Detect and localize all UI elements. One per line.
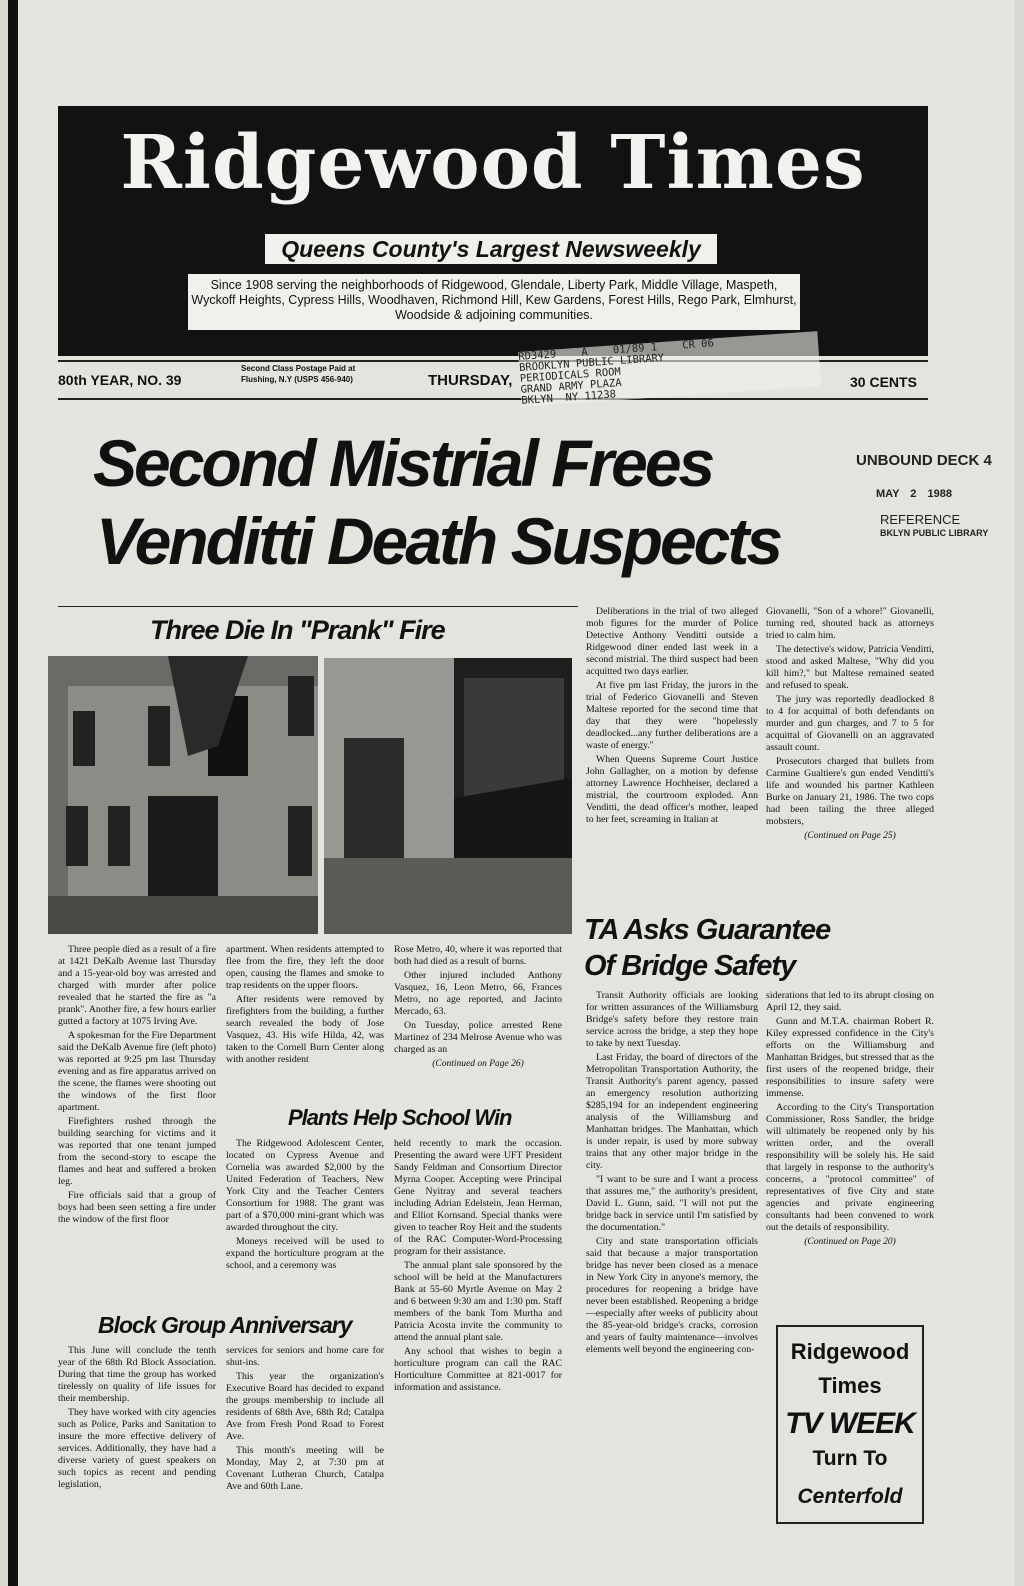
lead-headline-line-1: Second Mistrial Frees xyxy=(93,426,713,500)
block-col1-p2: They have worked with city agencies such as Police, Parks and Sanitation to insure the more effective delivery of services. Additionally, they have had a diverse variety of guest speakers on such topics as recent and pending legislation, xyxy=(58,1407,216,1490)
lead-continued-note: (Continued on Page 25) xyxy=(804,831,896,841)
fire-col2-p1: apartment. When residents attempted to flee from the fire, they left the door open, causing the flames and smoke to trap residents on the upper floors. xyxy=(226,944,384,991)
ta-col1-p1: Transit Authority officials are looking for written assurances of the Williamsburg Bridge's safety before they restore train service across the bridge, a step they hope to take by next Tuesday. xyxy=(586,990,758,1049)
plants-col2-p3: Any school that wishes to begin a horticulture program can call the RAC Horticulture Committee at 821-0017 for information and assistance. xyxy=(394,1346,562,1393)
fire-article-col-3 xyxy=(394,944,562,1070)
fire-top-rule xyxy=(58,606,578,607)
plants-col1-p2: Moneys received will be used to expand the horticulture program at the school, and a ceremony was xyxy=(226,1236,384,1271)
ta-headline-line-2: Of Bridge Safety xyxy=(584,950,796,982)
block-col1-p1: This June will conclude the tenth year of the 68th Rd Block Association. During that time the group has worked tirelessly on quality of life issues for their membership. xyxy=(58,1345,216,1404)
plants-col2-p2: The annual plant sale sponsored by the school will be held at the Manufacturers Bank at 55-60 Myrtle Avenue on May 2 and 6 between 9:30 am and 1:30 pm. Staff members of the bank Tom Murtha and Patricia Acosta invite the community to attend the annual plant sale. xyxy=(394,1260,562,1343)
year-number: 80th YEAR, NO. 39 xyxy=(58,372,182,388)
plants-article-col-2 xyxy=(394,1138,562,1396)
ta-headline-line-1: TA Asks Guarantee xyxy=(584,914,831,946)
fire-col3-p3: On Tuesday, police arrested Rene Martinez of 234 Melrose Avenue who was charged as an xyxy=(394,1020,562,1055)
lead-headline-line-2: Venditti Death Suspects xyxy=(96,504,781,578)
plants-col2-p1: held recently to mark the occasion. Presenting the award were UFT President Sandy Feldman and Consortium Director Myrna Cooper. Accepting were Principal Gene Nyitray and several teachers including Adrian Edelstein, Jean Herman, and Elliot Kornsand. Special thanks were given to teacher Roy Heit and the students of the RAC Computer-Word-Processing program for their assistance. xyxy=(394,1138,562,1257)
block-col2-p2: This year the organization's Executive Board has decided to expand the groups membership to include all residents of 68th Ave, 68th Rd; Catalpa Ave from Fresh Pond Road to Forest Ave. xyxy=(226,1371,384,1442)
stamp-library: BKLYN PUBLIC LIBRARY xyxy=(880,528,989,538)
lead-col1-p2: At five pm last Friday, the jurors in the trial of Federico Giovanelli and Steven Maltese reported for the second time that day that they were "hopelessly deadlocked...any further deliberations are a waste of energy." xyxy=(586,680,758,751)
ta-col1-p2: Last Friday, the board of directors of the Metropolitan Transportation Authority, the Transit Authority's parent agency, passed an emergency resolution authorizing $285,194 for an independent engineering analysis of the Williamsburg and Manhattan bridges. The Manhattan, which is under repair, is used by more subway trains that any other major bridge in the city. xyxy=(586,1052,758,1171)
issue-day: THURSDAY, xyxy=(428,372,513,389)
lead-article-col-1 xyxy=(586,606,758,828)
stamp-unbound-deck: UNBOUND DECK 4 xyxy=(856,452,992,469)
postage-info xyxy=(241,363,355,385)
fire-col3-p2: Other injured included Anthony Vasquez, 16, Leon Metro, 66, Frances Metro, no age reported, and Jacinto Mercado, 63. xyxy=(394,970,562,1017)
ta-col1-p3: "I want to be sure and I want a process that assures me," the authority's president, David L. Gunn, said. "I will not put the bridge back in service until I'm satisfied by the documentation." xyxy=(586,1174,758,1233)
fire-col2-p2: After residents were removed by firefighters from the building, a further search revealed the body of Jose Vasquez, 43. His wife Hilda, 42, was taken to the Cornell Burn Center along with another resident xyxy=(226,994,384,1065)
page-edge-shadow xyxy=(8,0,18,1586)
tv-week-promo-box xyxy=(776,1325,924,1524)
masthead xyxy=(58,106,928,356)
lead-col1-p1: Deliberations in the trial of two alleged mob figures for the murder of Police Detective Anthony Venditti outside a Ridgewood diner ended last week in a second mistrial. The third suspect had been acquitted two days earlier. xyxy=(586,606,758,677)
masthead-title: Ridgewood Times xyxy=(120,120,866,206)
fire-col1-p2: A spokesman for the Fire Department said the DeKalb Avenue fire (left photo) was reported at 9:25 pm last Thursday evening and as fire apparatus arrived on the scene, the flames were shooting out the windows of the first floor apartment. xyxy=(58,1030,216,1113)
ta-col2-p2: Gunn and M.T.A. chairman Robert R. Kiley expressed confidence in the City's efforts on the Williamsburg and Manhattan Bridges, but stressed that as the first users of the reopened bridge, their responsibilities to insure safety were immense. xyxy=(766,1016,934,1099)
fire-article-col-2 xyxy=(226,944,384,1068)
block-col2-p3: This month's meeting will be Monday, May 2, at 7:30 pm at Covenant Lutheran Church, Catalpa Ave and 60th Lane. xyxy=(226,1445,384,1492)
issue-price: 30 CENTS xyxy=(850,374,917,390)
fire-article-col-1 xyxy=(58,944,216,1228)
newspaper-page xyxy=(8,0,1014,1586)
fire-col1-p4: Fire officials said that a group of boys had been seen setting a fire under the window of the first floor xyxy=(58,1190,216,1225)
library-address-label: RD3429 A 01/89 1 CR 06 BROOKLYN PUBLIC LIBRARY PERIODICALS ROOM GRAND ARMY PLAZA BKLYN NY 11238 xyxy=(518,331,821,407)
fire-headline: Three Die In "Prank" Fire xyxy=(150,615,445,645)
block-headline: Block Group Anniversary xyxy=(98,1312,352,1338)
stamp-date: MAY 2 1988 xyxy=(876,488,952,500)
lead-col1-p3: When Queens Supreme Court Justice John Gallagher, on a motion by defense attorney Lawrence Hochheiser, declared a mistrial, the courtroom exploded. Ann Venditti, the dead officer's mother, leaped to her feet, screaming in Italian at xyxy=(586,754,758,825)
block-article-col-1 xyxy=(58,1345,216,1493)
postage-line-1: Second Class Postage Paid at xyxy=(241,364,356,373)
lead-col2-p4: Prosecutors charged that bullets from Carmine Gualtiere's gun ended Venditti's life and wounded his partner Kathleen Burke on January 21, 1986. The two cops had been tailing the three alleged mobsters, xyxy=(766,756,934,827)
block-article-col-2 xyxy=(226,1345,384,1495)
ta-col1-p4: City and state transportation officials said that because a major transportation bridge has never been closed as a menace in New York City in anyone's memory, the procedures for reopening a bridge have never been established. Reopening a bridge—especially after weeks of publicity about the 85-year-old bridge's cracks, corrosion and years of faulty maintenance—involves elements well beyond the engineering con- xyxy=(586,1236,758,1355)
block-col2-p1: services for seniors and home care for shut-ins. xyxy=(226,1345,384,1368)
ta-article-col-1 xyxy=(586,990,758,1358)
lead-article-col-2 xyxy=(766,606,934,842)
tv-box-line-5: Centerfold xyxy=(797,1485,903,1508)
ta-col2-p1: siderations that led to its abrupt closing on April 12, they said. xyxy=(766,990,934,1013)
ta-article-col-2 xyxy=(766,990,934,1248)
fire-building-photo-art xyxy=(48,656,318,934)
stamp-reference: REFERENCE xyxy=(880,512,961,527)
tv-box-line-2: Times xyxy=(818,1373,882,1398)
ta-col2-p3: According to the City's Transportation Commissioner, Ross Sandler, the bridge will ultimately be reopened only by his written order, and the overall responsibility will be solely his. He said that largely in response to the authority's concerns, a "protocol committee" of representatives of five City and state agencies and private engineering consultants had been convened to work out the details of responsibility. xyxy=(766,1102,934,1233)
postage-line-2: Flushing, N.Y (USPS 456-940) xyxy=(241,375,353,384)
plants-article-col-1 xyxy=(226,1138,384,1274)
tv-box-line-3: TV WEEK xyxy=(785,1407,915,1440)
masthead-since-line: Since 1908 serving the neighborhoods of Ridgewood, Glendale, Liberty Park, Middle Village, Maspeth, Wyckoff Heights, Cypress Hills, Woodhaven, Richmond Hill, Kew Gardens, Forest Hills, Rego Park, Elmhurst, Woodside & adjoining communities. xyxy=(188,274,800,330)
fire-col1-p1: Three people died as a result of a fire at 1421 DeKalb Avenue last Thursday and a 15-year-old boy was arrested and charged with murder after police revealed that he started the fire as "a prank". Another fire, a few hours earlier gutted a factory at 1075 Irving Ave. xyxy=(58,944,216,1027)
factory-fire-photo-art xyxy=(324,658,572,934)
factory-fire-photo xyxy=(324,658,572,934)
masthead-tagline: Queens County's Largest Newsweekly xyxy=(265,234,717,264)
tv-box-line-4: Turn To xyxy=(812,1447,888,1470)
plants-headline: Plants Help School Win xyxy=(288,1105,512,1130)
fire-col3-p1: Rose Metro, 40, where it was reported that both had died as a result of burns. xyxy=(394,944,562,967)
fire-col1-p3: Firefighters rushed through the building searching for victims and it was reported that one tenant jumped from the second-story to escape the flames and heat and suffered a broken leg. xyxy=(58,1116,216,1187)
fire-continued-note: (Continued on Page 26) xyxy=(432,1059,524,1069)
ta-continued-note: (Continued on Page 20) xyxy=(804,1237,896,1247)
tv-box-line-1: Ridgewood xyxy=(790,1339,910,1364)
lead-col2-p1: Giovanelli, "Son of a whore!" Giovanelli, turning red, shouted back as attorneys tried to calm him. xyxy=(766,606,934,641)
fire-building-photo xyxy=(48,656,318,934)
dateline-bottom-rule xyxy=(58,398,928,400)
lead-col2-p2: The detective's widow, Patricia Venditti, stood and asked Maltese, "Why did you kill him?," but Maltese remained seated and refused to speak. xyxy=(766,644,934,691)
plants-col1-p1: The Ridgewood Adolescent Center, located on Cypress Avenue and Cornelia was awarded $2,000 by the United Federation of Teachers, New York City and the Teacher Centers Consortium for 1988. The grant was part of a $70,000 mini-grant which was awarded throughout the city. xyxy=(226,1138,384,1233)
lead-col2-p3: The jury was reportedly deadlocked 8 to 4 for acquittal of both defendants on murder and gun charges, and 7 to 5 for acquittal of Giovanelli on an aggravated assault count. xyxy=(766,694,934,753)
